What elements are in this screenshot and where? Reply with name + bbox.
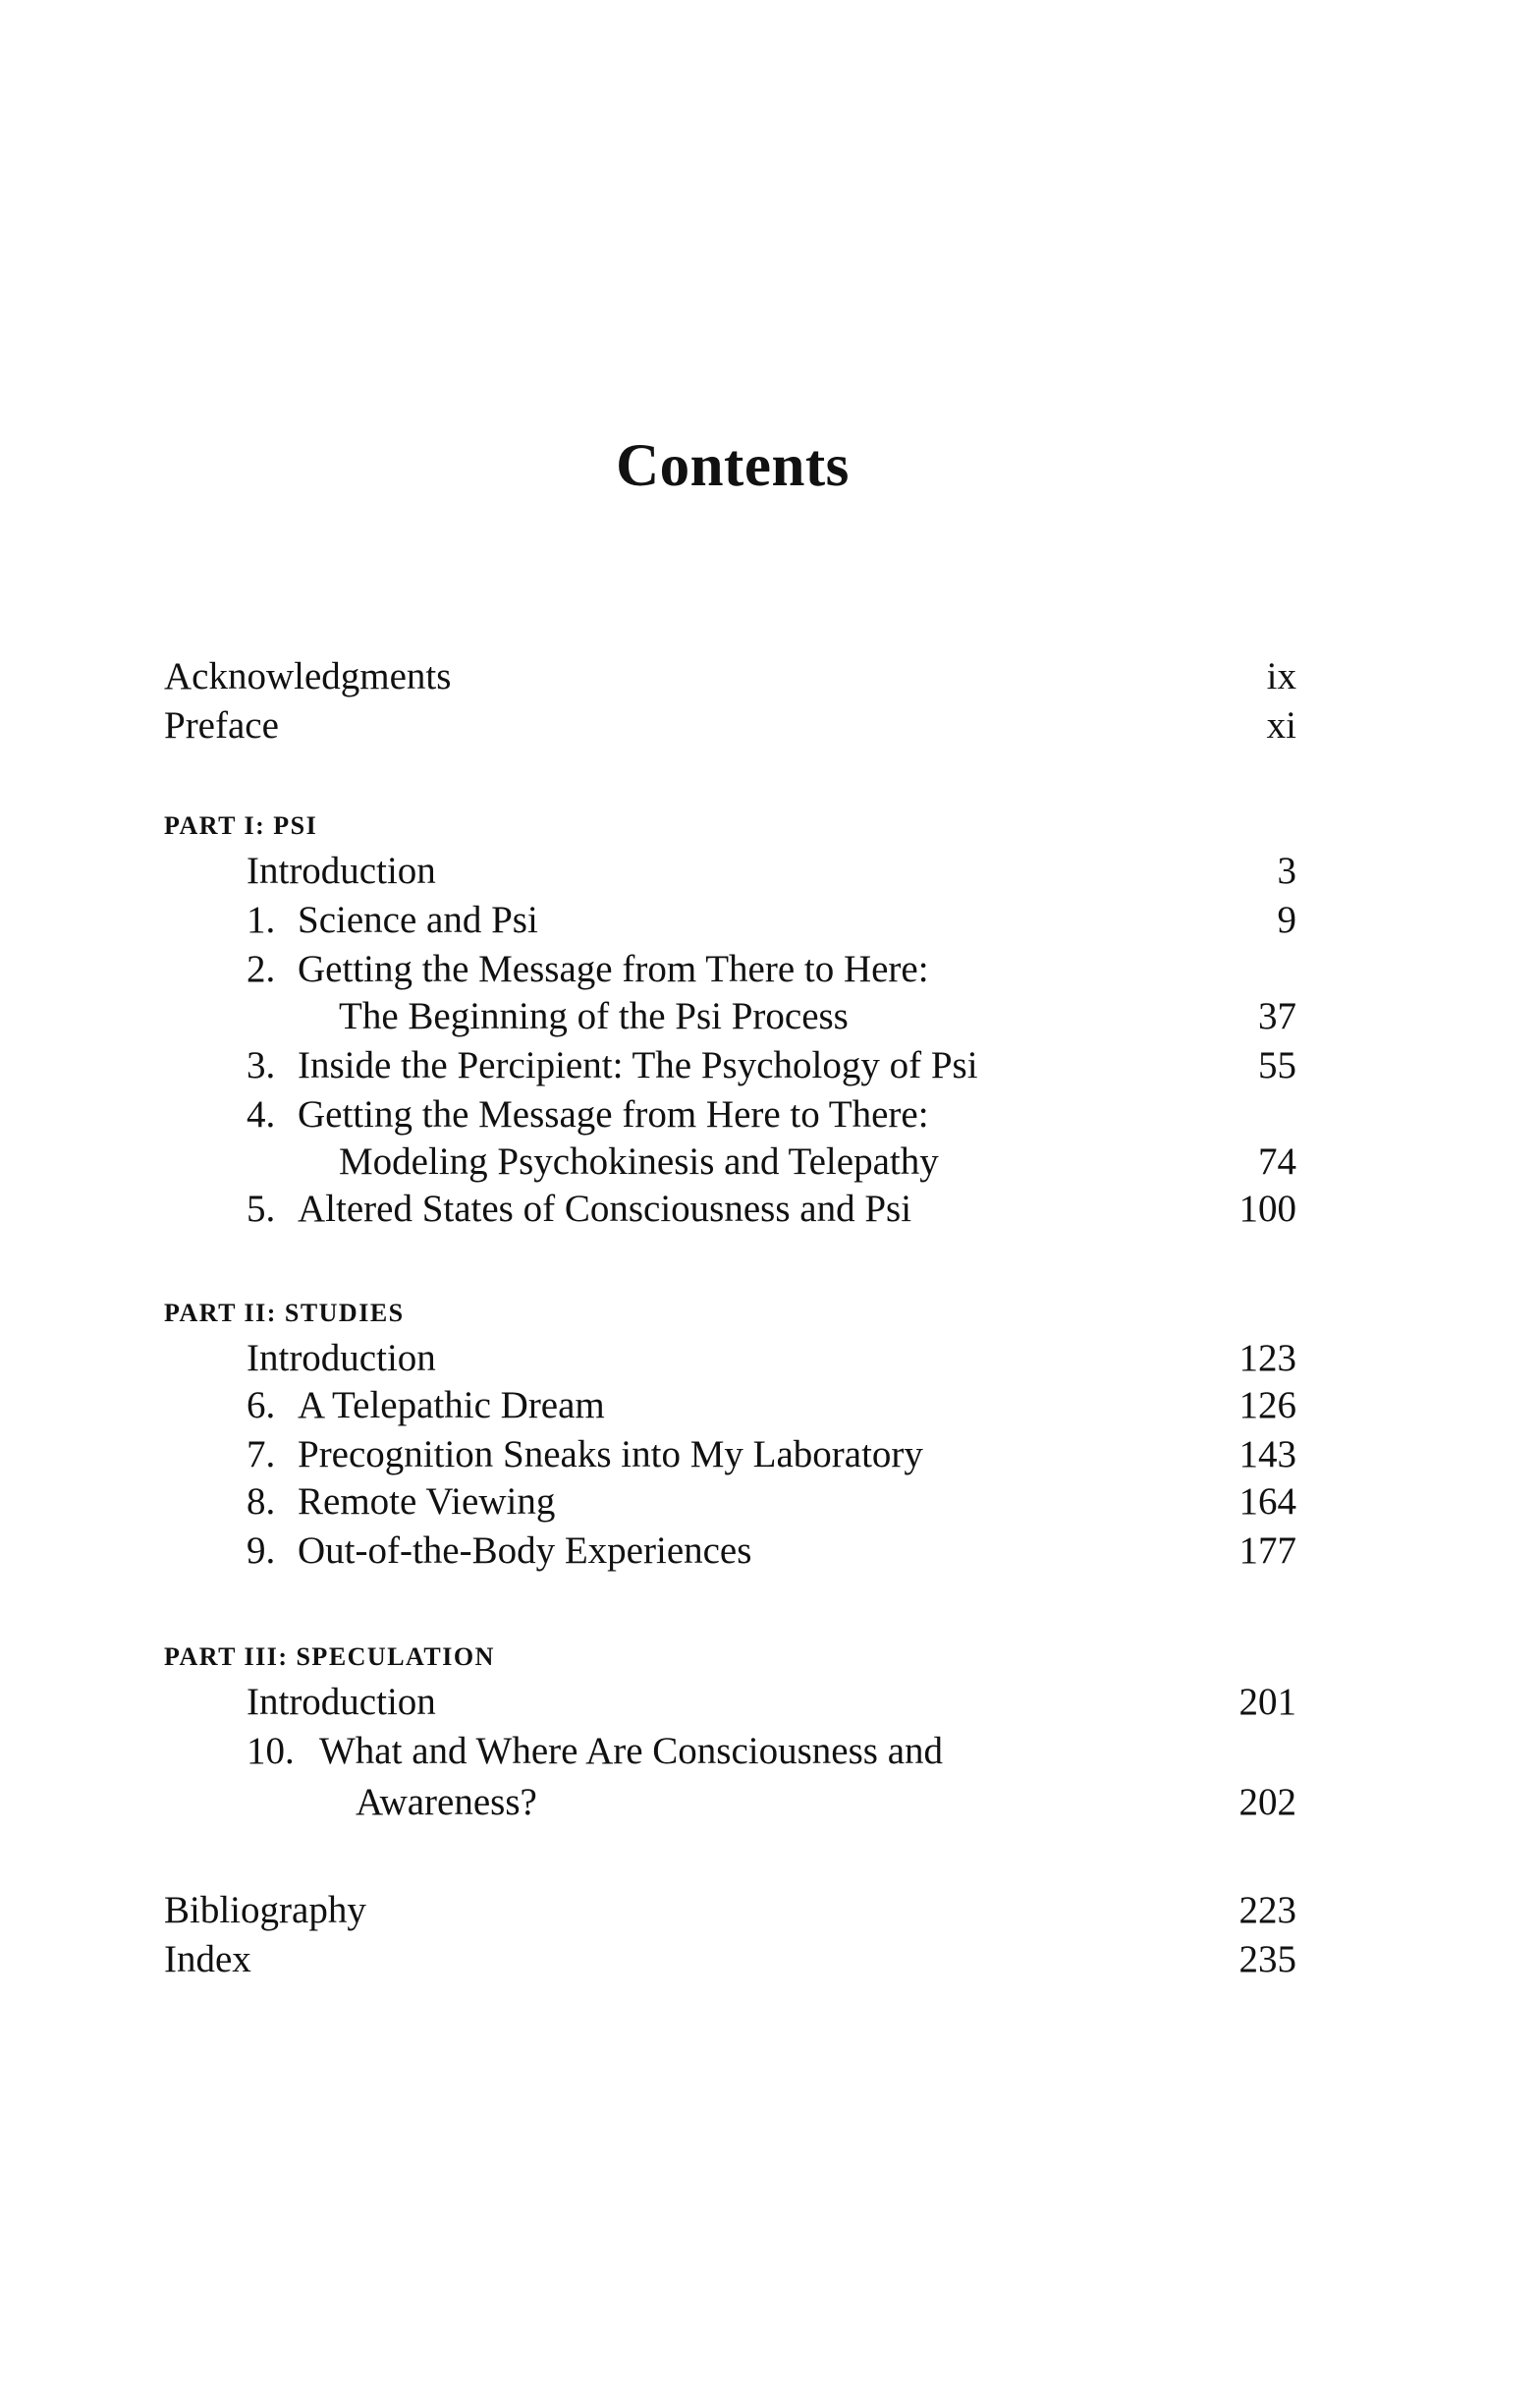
toc-entry-page: 74 (1258, 1140, 1296, 1183)
toc-entry-preface[interactable] (0, 701, 1540, 750)
toc-entry-title: Precognition Sneaks into My Laboratory (298, 1433, 923, 1475)
toc-entry-title: Getting the Message from Here to There: (298, 1093, 929, 1136)
toc-entry-page: 126 (1238, 1384, 1296, 1426)
toc-entry-title: Altered States of Consciousness and Psi (298, 1188, 912, 1230)
toc-entry-page: 123 (1238, 1337, 1296, 1379)
toc-entry-page: xi (1266, 704, 1296, 747)
toc-entry-title: Introduction (247, 850, 436, 892)
toc-entry-number: 3. (247, 1044, 276, 1086)
toc-entry-page: 201 (1238, 1681, 1296, 1723)
toc-entry-number: 6. (247, 1384, 276, 1426)
toc-entry-page: ix (1266, 655, 1296, 697)
toc-entry[interactable] (0, 1185, 1540, 1234)
toc-entry-acknowledgments[interactable] (0, 652, 1540, 701)
toc-entry-title: Modeling Psychokinesis and Telepathy (339, 1140, 939, 1183)
toc-entry[interactable] (0, 1527, 1540, 1576)
toc-entry[interactable] (0, 1678, 1540, 1727)
toc-entry-title: Introduction (247, 1337, 436, 1379)
toc-entry[interactable] (0, 1430, 1540, 1479)
toc-entry-title: Acknowledgments (164, 655, 452, 697)
toc-entry-page: 3 (1277, 850, 1296, 892)
toc-entry[interactable] (0, 1334, 1540, 1383)
part-heading-1: PART I: PSI (164, 811, 318, 840)
toc-entry-title: What and Where Are Consciousness and (319, 1730, 944, 1772)
toc-entry-bibliography[interactable] (0, 1886, 1540, 1935)
toc-entry-title: Index (164, 1938, 251, 1980)
toc-entry-continuation[interactable] (0, 1138, 1540, 1187)
toc-entry-number: 4. (247, 1093, 276, 1136)
toc-entry-title: Bibliography (164, 1889, 366, 1931)
toc-entry[interactable] (0, 1727, 1540, 1776)
toc-entry[interactable] (0, 1477, 1540, 1527)
toc-entry-number: 5. (247, 1188, 276, 1230)
toc-entry-index[interactable] (0, 1935, 1540, 1984)
toc-entry-title: The Beginning of the Psi Process (339, 995, 849, 1037)
toc-entry-page: 55 (1258, 1044, 1296, 1086)
toc-entry-continuation[interactable] (0, 992, 1540, 1041)
toc-entry-page: 164 (1238, 1480, 1296, 1523)
toc-entry-page: 235 (1238, 1938, 1296, 1980)
toc-entry[interactable] (0, 1381, 1540, 1430)
part-heading-3: PART III: SPECULATION (164, 1642, 495, 1671)
toc-entry-title: Getting the Message from There to Here: (298, 948, 929, 990)
toc-entry-number: 8. (247, 1480, 276, 1523)
page-title: Contents (616, 432, 850, 499)
toc-entry-number: 2. (247, 948, 276, 990)
toc-entry-number: 1. (247, 899, 276, 941)
toc-entry-page: 223 (1238, 1889, 1296, 1931)
toc-entry-title: Awareness? (356, 1781, 537, 1823)
toc-entry-title: Out-of-the-Body Experiences (298, 1529, 752, 1572)
toc-entry-page: 143 (1238, 1433, 1296, 1475)
toc-entry-title: Science and Psi (298, 899, 538, 941)
part-heading-2: PART II: STUDIES (164, 1299, 405, 1327)
toc-entry-page: 202 (1238, 1781, 1296, 1823)
toc-entry-title: Inside the Percipient: The Psychology of Psi (298, 1044, 978, 1086)
toc-entry-title: A Telepathic Dream (298, 1384, 605, 1426)
toc-entry-title: Preface (164, 704, 279, 747)
toc-entry-number: 7. (247, 1433, 276, 1475)
toc-entry-number: 9. (247, 1529, 276, 1572)
toc-entry-page: 177 (1238, 1529, 1296, 1572)
toc-entry-page: 9 (1277, 899, 1296, 941)
toc-entry-title: Remote Viewing (298, 1480, 556, 1523)
toc-entry[interactable] (0, 945, 1540, 994)
toc-entry[interactable] (0, 847, 1540, 896)
toc-entry[interactable] (0, 1090, 1540, 1139)
toc-entry-page: 37 (1258, 995, 1296, 1037)
toc-entry-continuation[interactable] (0, 1778, 1540, 1827)
toc-entry[interactable] (0, 896, 1540, 945)
toc-entry-number: 10. (247, 1730, 295, 1772)
toc-entry-page: 100 (1238, 1188, 1296, 1230)
toc-entry[interactable] (0, 1041, 1540, 1090)
toc-entry-title: Introduction (247, 1681, 436, 1723)
